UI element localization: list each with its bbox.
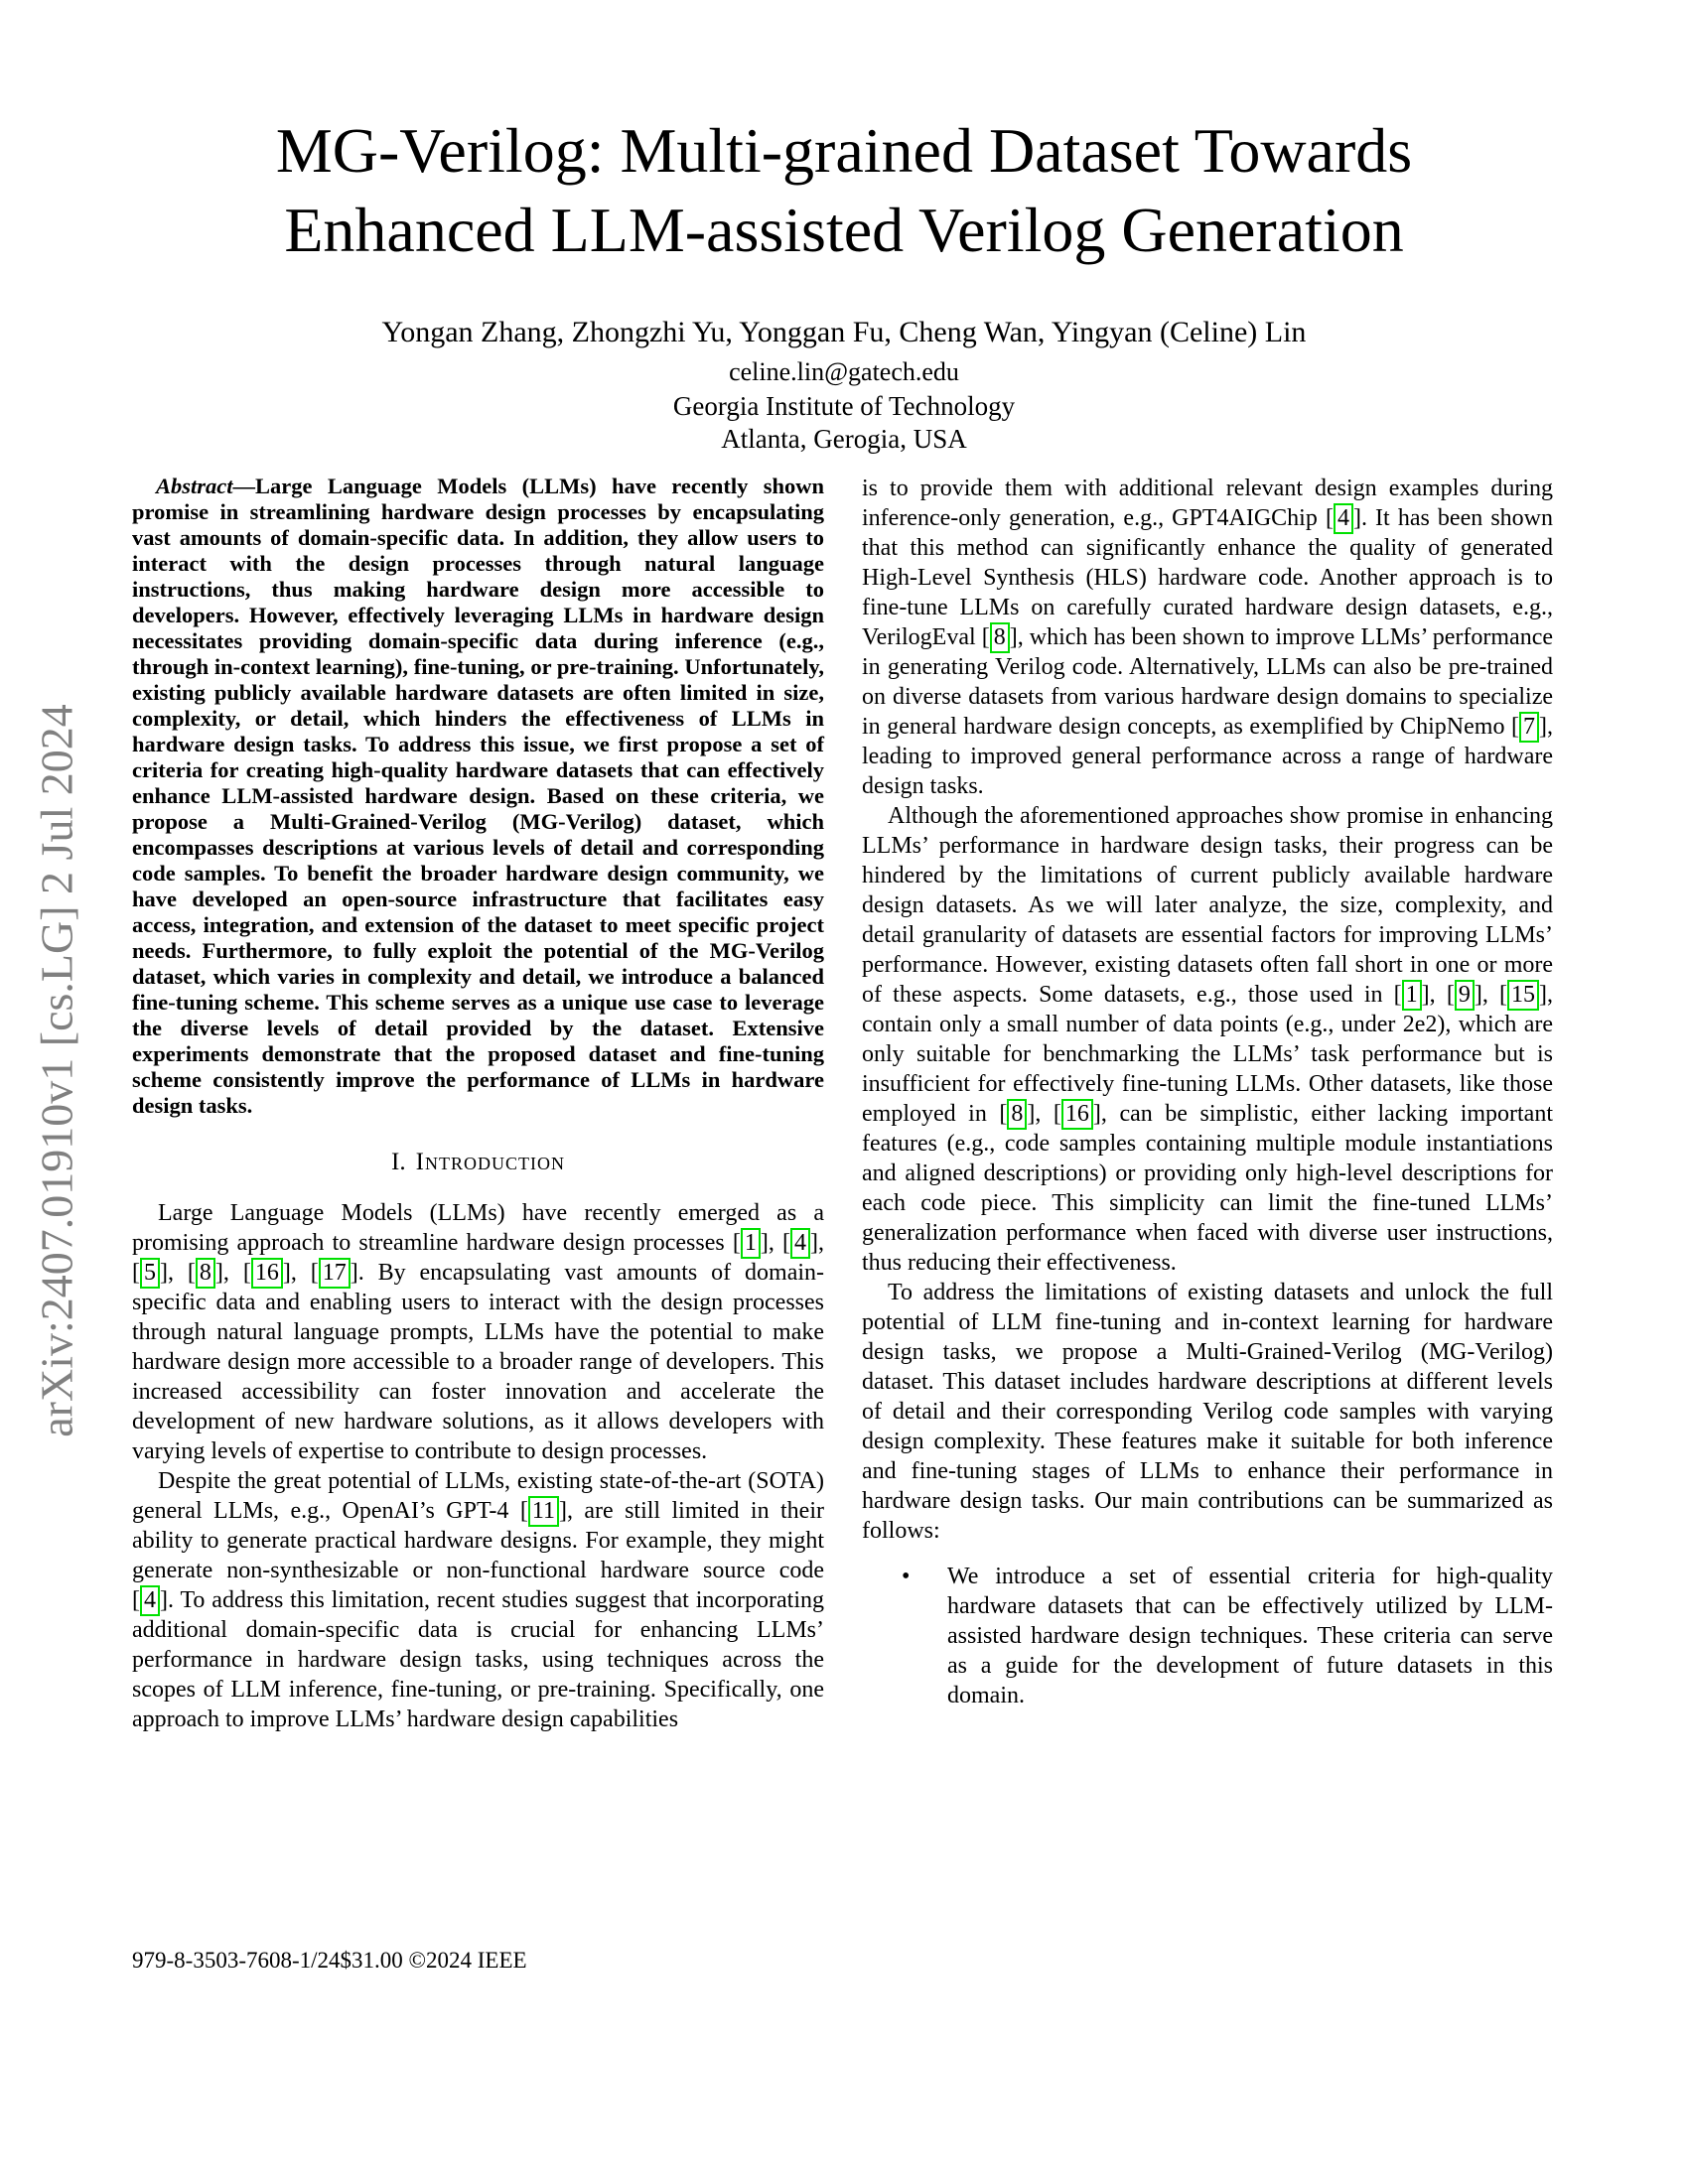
citation-link[interactable]: 16 (1061, 1099, 1093, 1130)
citation-link[interactable]: 8 (1007, 1099, 1027, 1130)
section-title: Introduction (415, 1149, 565, 1175)
abstract-label: Abstract (156, 474, 233, 498)
intro-paragraph-2: Despite the great potential of LLMs, existing state-of-the-art (SOTA) general LLMs, e.g., OpenAI’s GPT-4 [ 11 ], are still limited in their ability to generate practical hardware designs. For example, they might generate non-synthesizable or non-functional hardware source code [ 4 ]. To address this limitation, recent studies suggest that incorporating additional domain-specific data is crucial for enhancing LLMs’ performance in hardware design tasks, using techniques across the scopes of LLM inference, fine-tuning, or pre-training. Specifically, one approach to improve LLMs’ hardware design capabilities (132, 1468, 824, 1732)
citation-link[interactable]: 1 (1402, 980, 1422, 1011)
citation-link[interactable]: 4 (790, 1228, 810, 1259)
intro-paragraph-1: Large Language Models (LLMs) have recently emerged as a promising approach to streamline hardware design processes [ 1 ], [ 4 ], [ 5 ], [ 8 ], [ 16 ], [ 17 ]. By encapsulating vast amounts of domain-specific data and enabling users to interact with the design processes through natural language prompts, LLMs have the potential to make hardware design more accessible to a broader range of developers. This increased accessibility can foster innovation and accelerate the development of new hardware solutions, as it allows developers with varying levels of expertise to contribute to design processes. (132, 1200, 825, 1464)
abstract (132, 474, 824, 1119)
intro-paragraph-3: is to provide them with additional relevant design examples during inference-only generation, e.g., GPT4AIGChip [ 4 ]. It has been shown that this method can significantly enhance the quality of generated High-Level Synthesis (HLS) hardware code. Another approach is to fine-tune LLMs on carefully curated hardware design datasets, e.g., VerilogEval [ 8 ], which has been shown to improve LLMs’ performance in generating Verilog code. Alternatively, LLMs can also be pre-trained on diverse datasets from various hardware design domains to specialize in general hardware design concepts, as exemplified by ChipNemo [ 7 ], leading to improved general performance across a range of hardware design tasks. (862, 476, 1553, 799)
intro-paragraph-5: To address the limitations of existing datasets and unlock the full potential of LLM fine-tuning and in-context learning for hardware design tasks, we propose a Multi-Grained-Verilog (MG-Verilog) dataset. This dataset includes hardware descriptions at different levels of detail and their corresponding Verilog code samples with varying design complexity. These features make it suitable for both inference and fine-tuning stages of LLMs to enhance their performance in hardware design tasks. Our main contributions can be summarized as follows: (862, 1280, 1553, 1544)
author-list: Yongan Zhang, Zhongzhi Yu, Yonggan Fu, Cheng Wan, Yingyan (Celine) Lin (381, 316, 1307, 348)
citation-link[interactable]: 4 (140, 1585, 160, 1616)
section-heading-introduction (132, 1149, 824, 1176)
bullet-icon: • (902, 1564, 911, 1589)
citation-link[interactable]: 11 (528, 1496, 559, 1527)
citation-link[interactable]: 5 (140, 1258, 160, 1289)
right-column (862, 474, 1553, 1710)
left-column (132, 474, 824, 1734)
intro-paragraph-4: Although the aforementioned approaches show promise in enhancing LLMs’ performance in hardware design tasks, their progress can be hindered by the limitations of current publicly available hardware design datasets. As we will later analyze, the size, complexity, and detail granularity of datasets are essential factors for improving LLMs’ performance. However, existing datasets often fall short in one or more of these aspects. Some datasets, e.g., those used in [ 1 ], [ 9 ], [ 15 ], contain only a small number of data points (e.g., under 2e2), which are only suitable for benchmarking the LLMs’ task performance but is insufficient for effectively fine-tuning LLMs. Other datasets, like those employed in [ 8 ], [ 16 ], can be simplistic, either lacking important features (e.g., code samples containing multiple module instantiations and aligned descriptions) or providing only high-level descriptions for each code piece. This simplicity can limit the fine-tuned LLMs’ generalization performance when faced with diverse user instructions, thus reducing their effectiveness. (862, 803, 1554, 1276)
affiliation: Georgia Institute of Technology (672, 391, 1016, 421)
citation-link[interactable]: 8 (990, 622, 1010, 653)
paper-title-line-2: Enhanced LLM-assisted Verilog Generation (284, 195, 1404, 265)
citation-link[interactable]: 15 (1507, 980, 1539, 1011)
citation-link[interactable]: 4 (1334, 503, 1353, 534)
citation-link[interactable]: 9 (1455, 980, 1475, 1011)
copyright-notice: 979-8-3503-7608-1/24$31.00 ©2024 IEEE (132, 1948, 527, 1973)
paper-title-line-1: MG-Verilog: Multi-grained Dataset Towards (275, 115, 1413, 186)
affiliation-location: Atlanta, Gerogia, USA (721, 424, 967, 454)
citation-link[interactable]: 17 (319, 1258, 351, 1289)
citation-link[interactable]: 1 (741, 1228, 761, 1259)
section-number: I. (391, 1149, 406, 1175)
citation-link[interactable]: 16 (251, 1258, 283, 1289)
abstract-text: —Large Language Models (LLMs) have recently shown promise in streamlining hardware design processes by encapsulating vast amounts of domain-specific data. In addition, they allow users to interact with the design processes through natural language instructions, thus making hardware design more accessible to developers. However, effectively leveraging LLMs in hardware design necessitates providing domain-specific data during inference (e.g., through in-context learning), fine-tuning, or pre-training. Unfortunately, existing publicly available hardware datasets are often limited in size, complexity, or detail, which hinders the effectiveness of LLMs in hardware design tasks. To address this issue, we first propose a set of criteria for creating high-quality hardware datasets that can effectively enhance LLM-assisted hardware design. Based on these criteria, we propose a Multi-Grained-Verilog (MG-Verilog) dataset, which encompasses descriptions at various levels of detail and corresponding code samples. To benefit the broader hardware design community, we have developed an open-source infrastructure that facilitates easy access, integration, and extension of the dataset to meet specific project needs. Furthermore, to fully exploit the potential of the MG-Verilog dataset, which varies in complexity and detail, we introduce a balanced fine-tuning scheme. This scheme serves as a unique use case to leverage the diverse levels of detail provided by the dataset. Extensive experiments demonstrate that the proposed dataset and fine-tuning scheme consistently improve the performance of LLMs in hardware design tasks. (132, 474, 824, 1118)
citation-link[interactable]: 7 (1519, 712, 1539, 743)
author-email: celine.lin@gatech.edu (729, 357, 959, 386)
paper-title (0, 111, 1688, 270)
contribution-bullet (862, 1562, 1553, 1710)
citation-link[interactable]: 8 (196, 1258, 215, 1289)
arxiv-watermark: arXiv:2407.01910v1 [cs.LG] 2 Jul 2024 (31, 704, 82, 1437)
contribution-bullet-text: We introduce a set of essential criteria for high-quality hardware datasets that can be effectively utilized by LLM-assisted hardware design techniques. These criteria can serve as a guide for the development of future datasets in this domain. (947, 1564, 1553, 1708)
